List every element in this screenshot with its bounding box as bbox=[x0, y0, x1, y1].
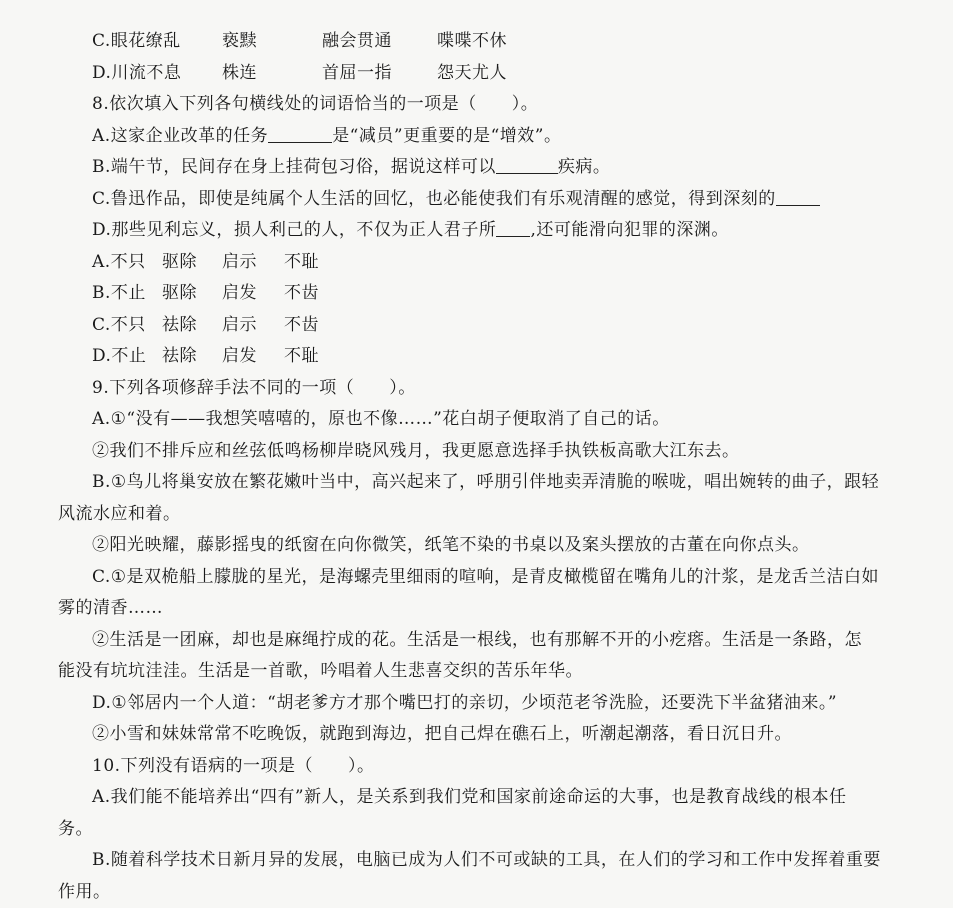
q8-sentence-c bbox=[92, 184, 913, 216]
q8-opt-word: 不齿 bbox=[284, 278, 319, 310]
q9-c2-line1: ②生活是一团麻，却也是麻绳拧成的花。生活是一根线，也有那解不开的小疙瘩。生活是一条路，怎 bbox=[92, 625, 913, 657]
q9-b1-line2: 风流水应和着。 bbox=[58, 499, 913, 531]
fill-blank bbox=[496, 155, 558, 174]
q8-d-post: ,还可能滑向犯罪的深渊。 bbox=[530, 220, 728, 240]
q8-opt-word: 不耻 bbox=[284, 247, 319, 279]
q7-c-word2: 亵黩 bbox=[222, 26, 322, 58]
q8-a-pre: A.这家企业改革的任务 bbox=[92, 126, 268, 146]
q8-stem: 8.依次填入下列各句横线处的词语恰当的一项是（ ）。 bbox=[92, 89, 913, 121]
q8-sentence-b bbox=[92, 152, 913, 184]
q8-option-d bbox=[92, 341, 913, 373]
q10-b-line1: B.随着科学技术日新月异的发展，电脑已成为人们不可或缺的工具，在人们的学习和工作中发挥着重要 bbox=[92, 845, 913, 877]
q8-b-post: 疾病。 bbox=[558, 157, 611, 177]
q7-d-word2: 株连 bbox=[222, 58, 322, 90]
q9-a1: A.①“没有——我想笑嘻嘻的，原也不像……”花白胡子便取消了自己的话。 bbox=[92, 404, 913, 436]
fill-blank bbox=[268, 124, 332, 143]
q8-opt-word: 启示 bbox=[222, 310, 284, 342]
q8-opt-word: D.不止 bbox=[92, 341, 162, 373]
q8-opt-word: 驱除 bbox=[162, 278, 222, 310]
q8-d-pre: D.那些见利忘义，损人利己的人，不仅为正人君子所 bbox=[92, 220, 496, 240]
q7-c-word3: 融会贯通 bbox=[322, 26, 437, 58]
q7-c-word1: C.眼花缭乱 bbox=[92, 26, 222, 58]
q8-a-post: 是“减员”更重要的是“增效”。 bbox=[332, 126, 561, 146]
q9-c2-line2: 能没有坑坑洼洼。生活是一首歌，吟唱着人生悲喜交织的苦乐年华。 bbox=[58, 656, 913, 688]
q9-c1-line1: C.①是双桅船上朦胧的星光，是海螺壳里细雨的喧响，是青皮橄榄留在嘴角儿的汁浆，是龙舌兰洁白如 bbox=[92, 562, 913, 594]
q8-sentence-d bbox=[92, 215, 913, 247]
q8-opt-word: 不齿 bbox=[284, 310, 319, 342]
q8-b-pre: B.端午节，民间存在身上挂荷包习俗，据说这样可以 bbox=[92, 157, 496, 177]
q9-stem: 9.下列各项修辞手法不同的一项（ ）。 bbox=[92, 373, 913, 405]
q9-d1: D.①邻居内一个人道：“胡老爹方才那个嘴巴打的亲切，少顷范老爷洗脸，还要洗下半盆猪油来。” bbox=[92, 688, 913, 720]
q7-d-word3: 首屈一指 bbox=[322, 58, 437, 90]
q8-opt-word: 驱除 bbox=[162, 247, 222, 279]
q7-c-word4: 喋喋不休 bbox=[437, 26, 507, 58]
q9-b1-line1: B.①鸟儿将巢安放在繁花嫩叶当中，高兴起来了，呼朋引伴地卖弄清脆的喉咙，唱出婉转的曲子，跟轻 bbox=[92, 467, 913, 499]
q7-option-d bbox=[92, 58, 913, 90]
fill-blank bbox=[776, 187, 820, 206]
q8-opt-word: 祛除 bbox=[162, 341, 222, 373]
q9-b2: ②阳光映耀，藤影摇曳的纸窗在向你微笑，纸笔不染的书桌以及案头摆放的古董在向你点头。 bbox=[92, 530, 913, 562]
q8-option-b bbox=[92, 278, 913, 310]
q7-option-c bbox=[92, 26, 913, 58]
q8-opt-word: 祛除 bbox=[162, 310, 222, 342]
q8-c-pre: C.鲁迅作品，即使是纯属个人生活的回忆，也必能使我们有乐观清醒的感觉，得到深刻的 bbox=[92, 189, 776, 209]
q8-option-a bbox=[92, 247, 913, 279]
q9-a2: ②我们不排斥应和丝弦低鸣杨柳岸晓风残月，我更愿意选择手执铁板高歌大江东去。 bbox=[92, 436, 913, 468]
q8-opt-word: 不耻 bbox=[284, 341, 319, 373]
q8-sentence-a bbox=[92, 121, 913, 153]
q8-option-c bbox=[92, 310, 913, 342]
fill-blank bbox=[496, 218, 530, 237]
q10-b-line2: 作用。 bbox=[58, 877, 913, 908]
q10-a-line2: 务。 bbox=[58, 814, 913, 846]
q9-d2: ②小雪和妹妹常常不吃晚饭，就跑到海边，把自己焊在礁石上，听潮起潮落，看日沉日升。 bbox=[92, 719, 913, 751]
q8-opt-word: 启发 bbox=[222, 278, 284, 310]
q7-d-word4: 怨天尤人 bbox=[437, 58, 507, 90]
q8-opt-word: B.不止 bbox=[92, 278, 162, 310]
q10-a-line1: A.我们能不能培养出“四有”新人，是关系到我们党和国家前途命运的大事，也是教育战线的根本任 bbox=[92, 782, 913, 814]
q8-opt-word: C.不只 bbox=[92, 310, 162, 342]
q7-d-word1: D.川流不息 bbox=[92, 58, 222, 90]
q10-stem: 10.下列没有语病的一项是（ ）。 bbox=[92, 751, 913, 783]
q8-opt-word: 启示 bbox=[222, 247, 284, 279]
q8-opt-word: A.不只 bbox=[92, 247, 162, 279]
q8-opt-word: 启发 bbox=[222, 341, 284, 373]
q9-c1-line2: 雾的清香…… bbox=[58, 593, 913, 625]
